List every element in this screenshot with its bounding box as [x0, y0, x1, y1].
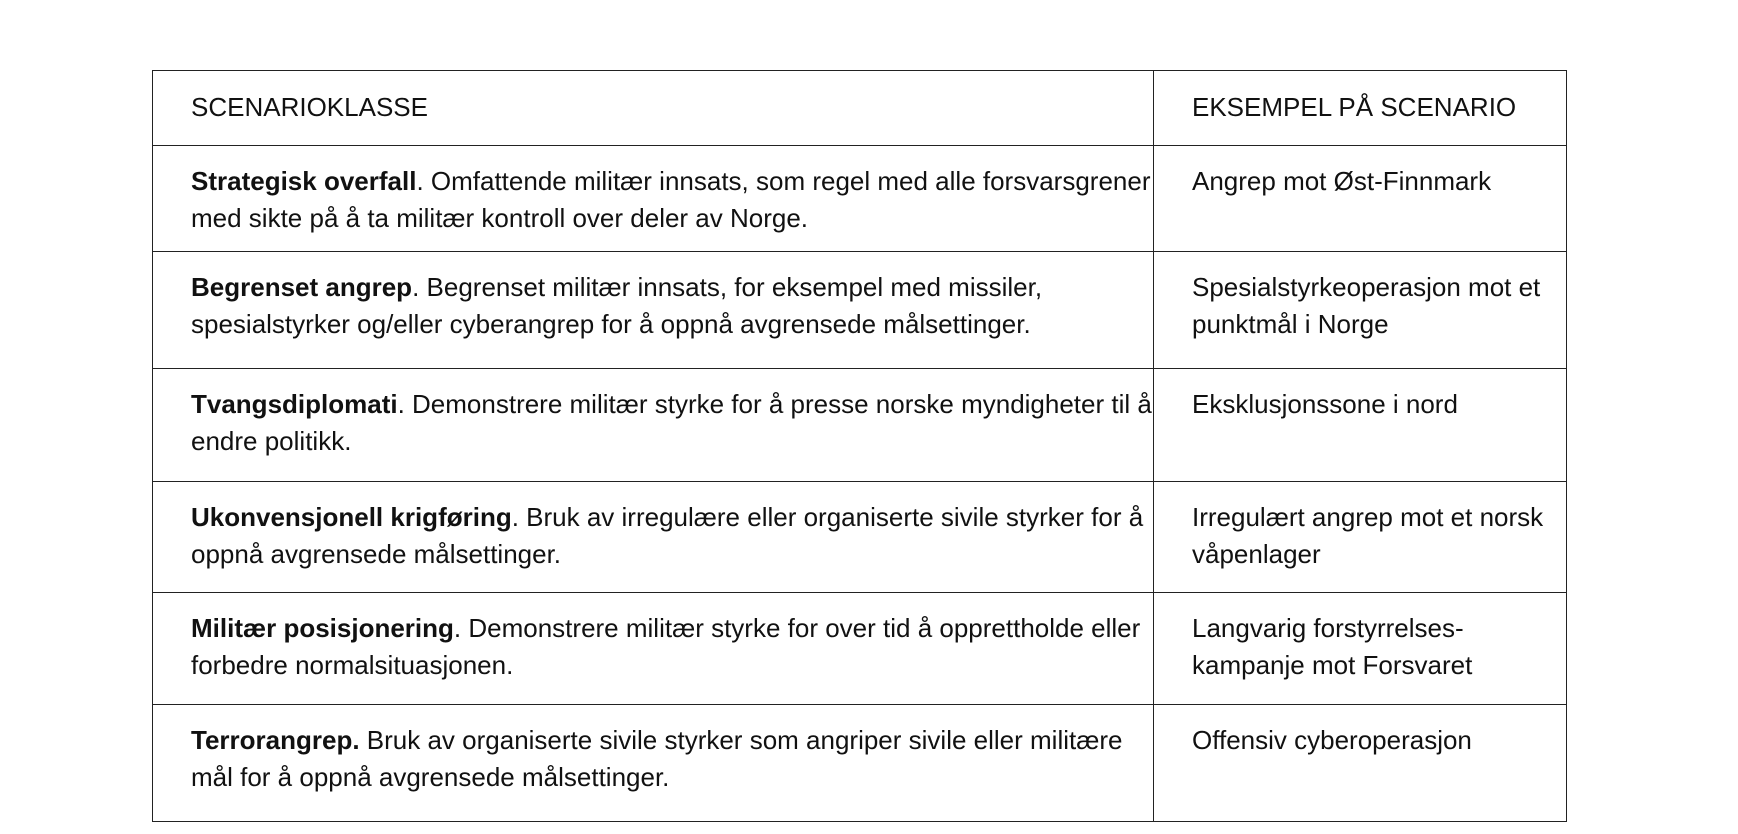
scenario-description: . Demonstrere militær styrke for over tid å opprettholde eller forbedre normalsituasjonen.: [191, 613, 1141, 680]
header-scenario-class: SCENARIOKLASSE: [153, 71, 1154, 146]
scenario-example-cell: Spesialstyrkeoperasjon mot et punktmål i Norge: [1154, 252, 1567, 369]
scenario-title: Militær posisjonering: [191, 613, 454, 643]
scenario-class-cell: [153, 369, 1154, 482]
scenario-title: Terrorangrep.: [191, 725, 360, 755]
table-row: [153, 482, 1567, 593]
table-row: [153, 252, 1567, 369]
scenario-class-cell: [153, 705, 1154, 822]
scenario-description: . Begrenset militær innsats, for eksempel med missiler, spesialstyrker og/eller cyberangrep for å oppnå avgrensede målsettinger.: [191, 272, 1043, 339]
header-scenario-example: EKSEMPEL PÅ SCENARIO: [1154, 71, 1567, 146]
scenario-class-cell: [153, 593, 1154, 705]
table-row: [153, 146, 1567, 252]
table-row: [153, 705, 1567, 822]
scenario-class-cell: [153, 146, 1154, 252]
scenario-example-cell: Langvarig forstyrrelses-kampanje mot Forsvaret: [1154, 593, 1567, 705]
scenario-example-cell: Eksklusjonssone i nord: [1154, 369, 1567, 482]
scenario-description: . Bruk av irregulære eller organiserte sivile styrker for å oppnå avgrensede målsettinger.: [191, 502, 1144, 569]
scenario-example-cell: Angrep mot Øst-Finnmark: [1154, 146, 1567, 252]
table-header-row: [153, 71, 1567, 146]
table-row: [153, 369, 1567, 482]
scenario-example-cell: Offensiv cyberoperasjon: [1154, 705, 1567, 822]
scenario-example-cell: Irregulært angrep mot et norsk våpenlager: [1154, 482, 1567, 593]
scenario-class-cell: [153, 482, 1154, 593]
scenario-class-cell: [153, 252, 1154, 369]
scenario-title: Begrenset angrep: [191, 272, 413, 302]
scenario-description: Bruk av organiserte sivile styrker som angriper sivile eller militære mål for å oppnå avgrensede målsettinger.: [191, 725, 1123, 792]
scenario-table: [152, 70, 1567, 822]
scenario-title: Tvangsdiplomati: [191, 389, 398, 419]
scenario-title: Ukonvensjonell krigføring: [191, 502, 512, 532]
scenario-description: . Demonstrere militær styrke for å presse norske myndigheter til å endre politikk.: [191, 389, 1152, 456]
table-row: [153, 593, 1567, 705]
scenario-title: Strategisk overfall: [191, 166, 417, 196]
scenario-description: . Omfattende militær innsats, som regel med alle forsvarsgrener med sikte på å ta militær kontroll over deler av Norge.: [191, 166, 1151, 233]
